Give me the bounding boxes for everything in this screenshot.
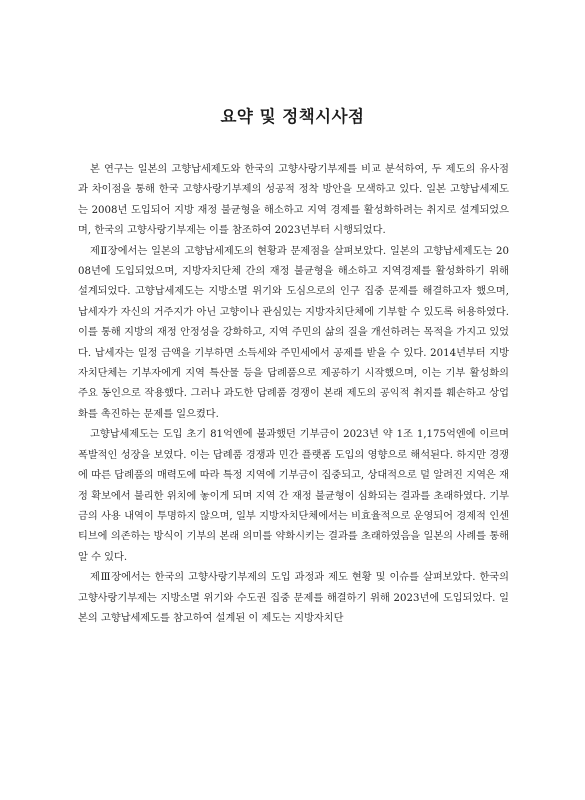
body-text bbox=[78, 160, 509, 629]
paragraph-2: 제Ⅱ장에서는 일본의 고향납세제도의 현황과 문제점을 살펴보았다. 일본의 고향납세제도는 2008년에 도입되었으며, 지방자치단체 간의 재정 불균형을 해소하고 지역경제를 활성화하기 위해 설계되었다. 고향납세제도는 지방소멸 위기와 도심으로의 인구 집중 문제를 해결하고자 했으며, 납세자가 자신의 거주지가 아닌 고향이나 관심있는 지방자치단체에 기부할 수 있도록 허용하였다. 이를 통해 지방의 재정 안정성을 강화하고, 지역 주민의 삶의 질을 개선하려는 목적을 가지고 있었다. 납세자는 일정 금액을 기부하면 소득세와 주민세에서 공제를 받을 수 있다. 2014년부터 지방자치단체는 기부자에게 지역 특산물 등을 답례품으로 제공하기 시작했으며, 이는 기부 활성화의 주요 동인으로 작용했다. 그러나 과도한 답례품 경쟁이 본래 제도의 공익적 취지를 훼손하고 상업화를 촉진하는 문제를 일으켰다. bbox=[78, 245, 509, 420]
paragraph-4: 제Ⅲ장에서는 한국의 고향사랑기부제의 도입 과정과 제도 현황 및 이슈를 살펴보았다. 한국의 고향사랑기부제는 지방소멸 위기와 수도권 집중 문제를 해결하기 위해 2023년에 도입되었다. 일본의 고향납세제도를 참고하여 설계된 이 제도는 지방자치단 bbox=[78, 572, 509, 624]
paragraph-3: 고향납세제도는 도입 초기 81억엔에 불과했던 기부금이 2023년 약 1조 1,175억엔에 이르며 폭발적인 성장을 보였다. 이는 답례품 경쟁과 민간 플랫폼 도입의 영향으로 해석된다. 하지만 경쟁에 따른 답례품의 매력도에 따라 특정 지역에 기부금이 집중되고, 상대적으로 덜 알려진 지역은 재정 확보에서 불리한 위치에 놓이게 되며 지역 간 재정 불균형이 심화되는 결과를 초래하였다. 기부금의 사용 내역이 투명하지 않으며, 일부 지방자치단체에서는 비효율적으로 운영되어 경제적 인센티브에 의존하는 방식이 기부의 본래 의미를 약화시키는 결과를 초래하였음을 일본의 사례를 통해 알 수 있다. bbox=[78, 429, 509, 563]
page-title: 요약 및 정책시사점 bbox=[220, 107, 365, 126]
paragraph-1: 본 연구는 일본의 고향납세제도와 한국의 고향사랑기부제를 비교 분석하여, 두 제도의 유사점과 차이점을 통해 한국 고향사랑기부제의 성공적 정착 방안을 모색하고 있다. 일본 고향납세제도는 2008년 도입되어 지방 재정 불균형을 해소하고 지역 경제를 활성화하려는 취지로 설계되었으며, 한국의 고향사랑기부제는 이를 참조하여 2023년부터 시행되었다. bbox=[78, 164, 509, 237]
